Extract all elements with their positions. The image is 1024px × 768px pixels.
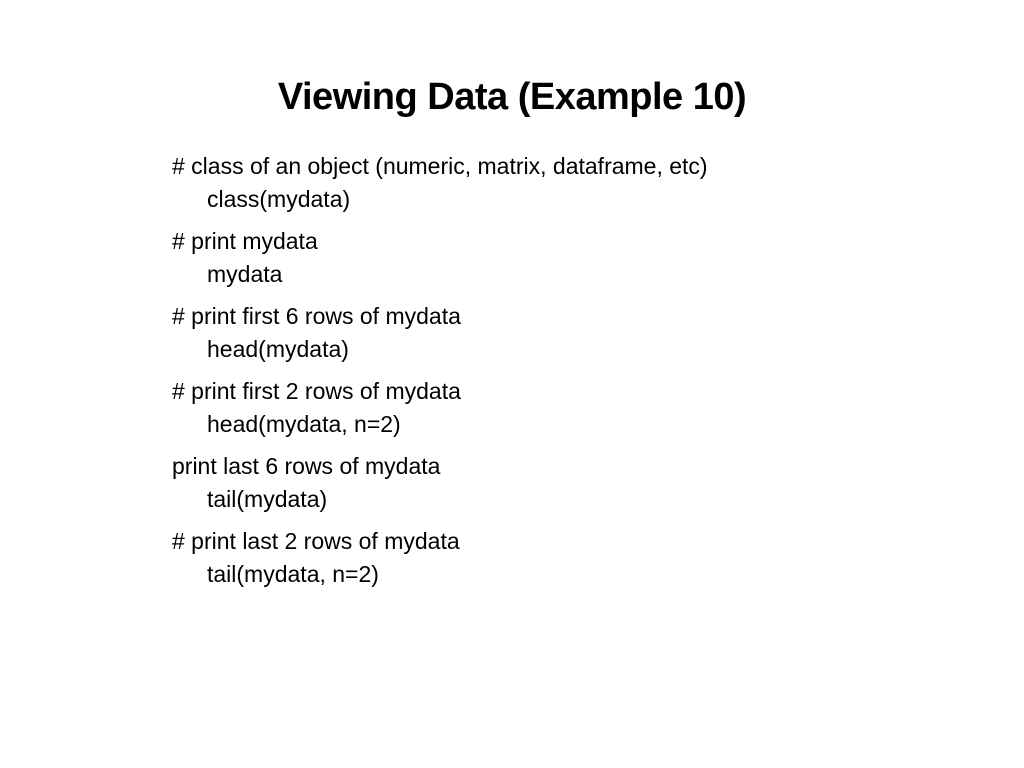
- item-code: tail(mydata, n=2): [207, 561, 379, 587]
- item-comment: # class of an object (numeric, matrix, dataframe, etc): [172, 153, 708, 179]
- item-comment: print last 6 rows of mydata: [172, 453, 441, 479]
- item-comment: # print first 6 rows of mydata: [172, 303, 461, 329]
- list-item: [172, 150, 872, 216]
- item-code: head(mydata, n=2): [207, 411, 401, 437]
- item-code: tail(mydata): [207, 486, 328, 512]
- list-item: [172, 450, 872, 516]
- item-comment: # print first 2 rows of mydata: [172, 378, 461, 404]
- slide-title: Viewing Data (Example 10): [277, 76, 747, 118]
- slide-body: [172, 150, 872, 600]
- list-item: [172, 225, 872, 291]
- list-item: [172, 300, 872, 366]
- item-code: mydata: [207, 261, 283, 287]
- item-comment: # print mydata: [172, 228, 318, 254]
- list-item: [172, 525, 872, 591]
- item-comment: # print last 2 rows of mydata: [172, 528, 460, 554]
- list-item: [172, 375, 872, 441]
- item-code: head(mydata): [207, 336, 349, 362]
- item-code: class(mydata): [207, 186, 351, 212]
